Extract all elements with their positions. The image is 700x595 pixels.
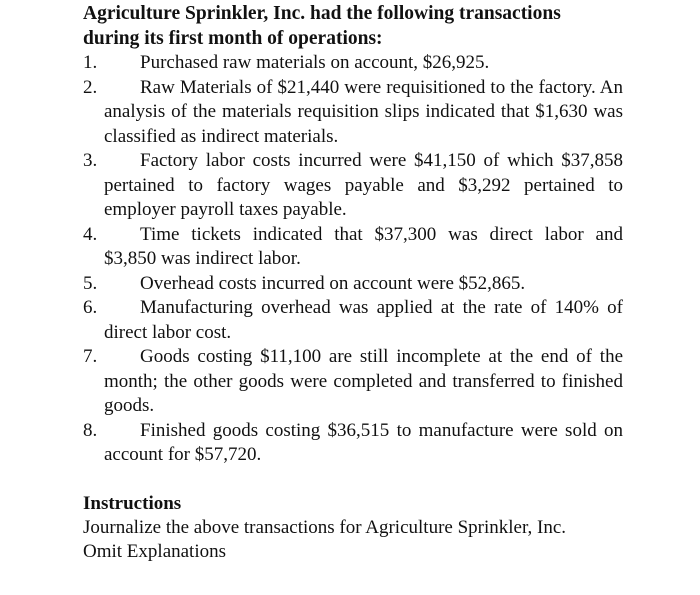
problem-document	[83, 2, 623, 564]
transaction-item	[83, 76, 623, 150]
transaction-item	[83, 272, 623, 297]
transaction-text: Finished goods costing $36,515 to manufacture were sold on account for $57,720.	[104, 419, 623, 465]
transaction-text: Purchased raw materials on account, $26,925.	[140, 52, 490, 73]
transaction-text: Overhead costs incurred on account were $52,865.	[140, 272, 526, 294]
transaction-text: Time tickets indicated that $37,300 was direct labor and $3,850 was indirect labor.	[104, 223, 623, 269]
transaction-item	[83, 149, 623, 223]
transaction-number: 7.	[83, 346, 98, 367]
transaction-item	[83, 223, 623, 272]
transaction-text: Goods costing $11,100 are still incomplete at the end of the month; the other goods were completed and transferred to finished goods.	[104, 346, 623, 416]
transaction-text: Manufacturing overhead was applied at the rate of 140% of direct labor cost.	[104, 297, 623, 343]
transaction-item	[83, 419, 623, 468]
transaction-text: Raw Materials of $21,440 were requisitioned to the factory. An analysis of the materials requisition slips indicated that $1,630 was classified as indirect materials.	[104, 76, 623, 147]
transaction-number: 2.	[83, 76, 98, 98]
transaction-number: 6.	[83, 297, 98, 318]
transaction-number: 3.	[83, 150, 98, 171]
instructions-line-1: Journalize the above transactions for Agriculture Sprinkler, Inc.	[83, 516, 567, 538]
instructions-line-2: Omit Explanations	[83, 540, 227, 562]
transaction-number: 8.	[83, 419, 98, 441]
instructions-title: Instructions	[83, 492, 182, 514]
transaction-item	[83, 51, 623, 76]
heading-line-1: Agriculture Sprinkler, Inc. had the following transactions	[83, 3, 561, 24]
transaction-item	[83, 345, 623, 419]
transaction-text: Factory labor costs incurred were $41,150 of which $37,858 pertained to factory wages payable and $3,292 pertained to employer payroll taxes payable.	[104, 150, 623, 220]
transaction-number: 5.	[83, 272, 98, 294]
heading-line-2: during its first month of operations:	[83, 27, 383, 49]
section-spacer	[83, 468, 623, 492]
transaction-number: 1.	[83, 52, 98, 73]
transaction-number: 4.	[83, 223, 98, 245]
transaction-item	[83, 296, 623, 345]
transaction-list	[83, 51, 623, 468]
